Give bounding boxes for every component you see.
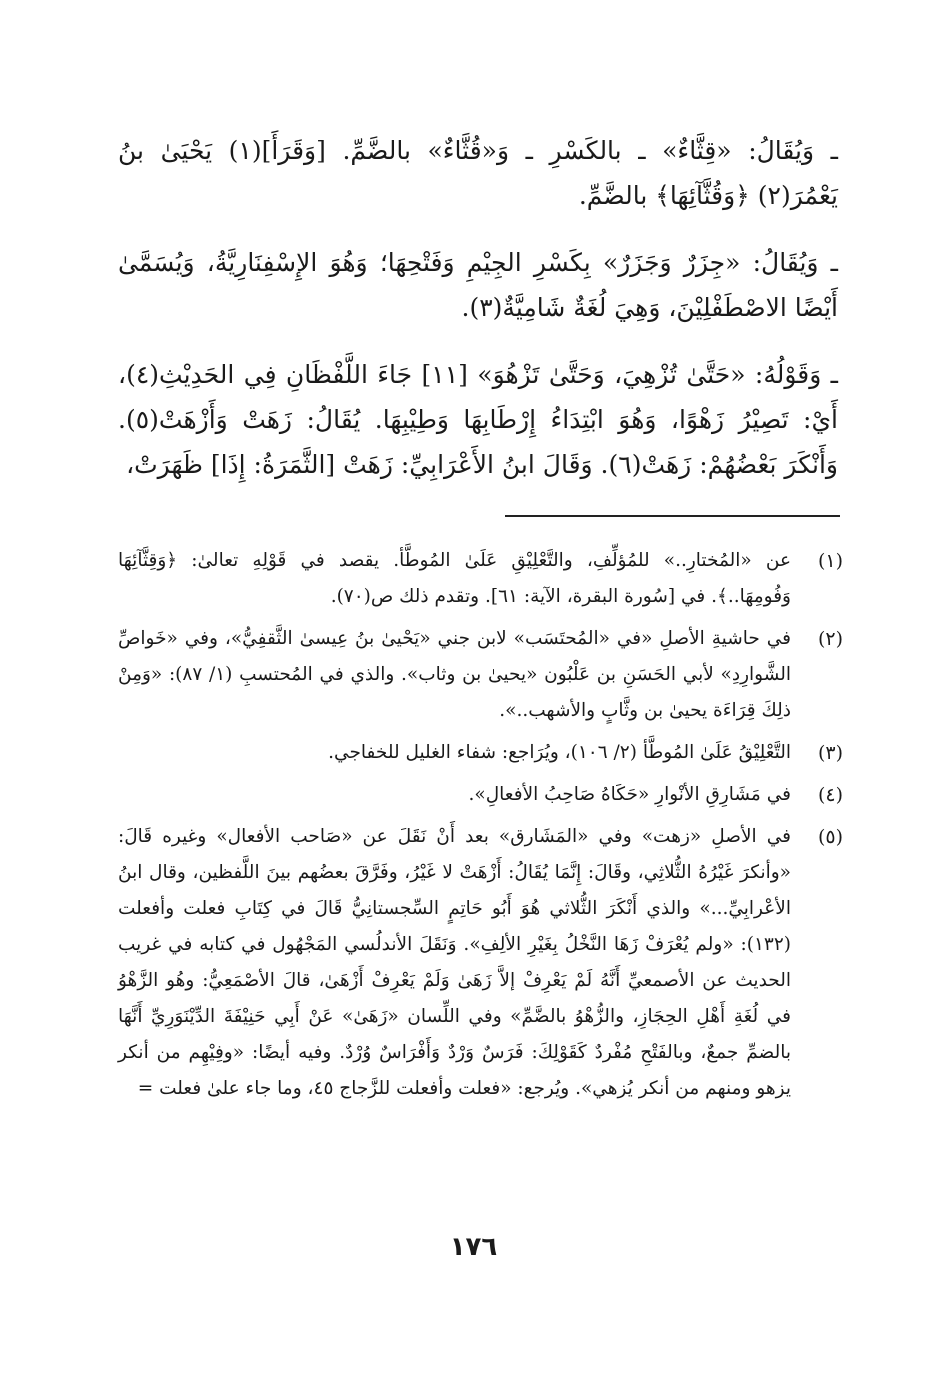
main-paragraph-3: ـ وَقَوْلُهُ: «حَتَّىٰ تُزْهِيَ، وَحَتَّىٰ تَزْهُوَ» [١١] جَاءَ اللَّفْظَانِ فِي الحَدِيْثِ(٤)، أَيْ: تَصِيْرُ زَهْوًا، وَهُوَ ابْتِدَاءُ إِرْطَابِهَا وَطِيْبِهَا. يُقَالُ: زَهَتْ وَأَزْهَتْ(٥). وَأَنْكَرَ بَعْضُهُمْ: زَهَتْ(٦). وَقَالَ ابنُ الأَعْرَابِيِّ: زَهَتْ [الثَّمَرَةُ: إِذَا] ظَهَرَتْ، xyxy=(118,360,838,479)
footnote-4 xyxy=(118,777,843,813)
footnote-text: التَّعْلِيْقُ عَلَىٰ المُوطَّأ (٢/ ١٠٦)، ويُرَاجع: شفاء الغليل للخفاجي. xyxy=(328,742,791,763)
footnote-number: (٢) xyxy=(817,628,843,650)
footnote-number: (٤) xyxy=(817,784,843,806)
main-text-block xyxy=(118,128,838,509)
footnote-2 xyxy=(118,621,843,729)
footnote-number: (٥) xyxy=(817,826,843,848)
footnote-text: عن «المُختارِ..» للمُؤلِّفِ، والتَّعْلِيْقِ عَلَىٰ المُوطَّأ. يقصد في قَوْلِهِ تعالىٰ: ﴿وَقِثَّآئِهَا وَفُومِهَا..﴾. في [سُورة البقرة، الآية: ٦١]. وتقدم ذلك ص(٧٠). xyxy=(118,550,791,607)
main-paragraph-2: ـ وَيُقَالُ: «جِزَرٌ وَجَزَرٌ» بِكَسْرِ الجِيْمِ وَفَتْحِهَا؛ وَهُوَ الإِسْفِنَارِيَّةُ، وَيُسَمَّىٰ أَيْضًا الاصْطَفْلِيْنَ، وَهِيَ لُغَةٌ شَامِيَّةٌ(٣). xyxy=(118,248,838,322)
footnote-text: في مَشَارِقِ الأنْوارِ «حَكَاهُ صَاحِبُ الأفعالِ». xyxy=(468,784,791,805)
footnotes-block xyxy=(118,543,843,1113)
footnote-text: في حاشيةِ الأصلِ «في «المُحتَسَب» لابن جني «يَحْيىٰ بنُ عِيسىٰ الثَّقفِيُّ»، وفي «خَواصِّ الشَّوارِدِ» لأبي الحَسَنِ بن عَلْبُون «يحيىٰ بن وثاب». والذي في المُحتسبِ (١/ ٨٧): «وَمِنْ ذلِكَ قِرَاءَة يحيىٰ بن وثَّابٍ والأشهب..». xyxy=(118,628,791,721)
page-number: ١٧٦ xyxy=(449,1232,498,1262)
main-paragraph-1: ـ وَيُقَالُ: «قِثَّاءٌ» ـ بالكَسْرِ ـ وَ«قُثَّاءٌ» بالضَّمِّ. [وَقَرَأَ](١) يَحْيَىٰ بنُ يَعْمُرَ(٢) ﴿وَقُثَّآئِهَا﴾ بالضَّمِّ. xyxy=(118,136,838,210)
footnote-1 xyxy=(118,543,843,615)
footnote-separator xyxy=(505,515,840,517)
footnote-number: (٣) xyxy=(817,742,843,764)
footnote-number: (١) xyxy=(817,550,843,572)
footnote-5 xyxy=(118,819,843,1107)
footnote-3 xyxy=(118,735,843,771)
footnote-text: في الأصلِ «زهت» وفي «المَشَارق» بعد أَنْ نَقَلَ عن «صَاحب الأفعال» وغيره قَالَ: «وأنكرَ غَيْرُهُ الثُّلاثِي، وقَالَ: إِنَّمَا يُقَالُ: أَزْهَتْ لا غَيْرُ، وفَرَّقَ بعضُهم بينَ اللَّفظين، وقال ابنُ الأعْرابِيِّ...» والذي أَنْكَرَ الثُّلاثي هُوَ أَبُو حَاتِمٍ السِّجستانِيُّ قَالَ في كِتَابِ فعلت وأفعلت (١٣٢): «ولم يُعْرَفْ زَهَا النَّخْلُ بِغَيْرِ الألِفِ». وَنَقَلَ الأندلُسي المَجْهُول في كتابه في غريب الحديث عن الأصمعيِّ أَنَّهُ لَمْ يَعْرِفْ إلاَّ زَهَىٰ وَلَمْ يَعْرِفْ أَزْهَىٰ، قالَ الأصْمَعِيُّ: وهُو الزَّهْوُ في لُغَةِ أَهْلِ الحِجَازِ، والزُّهْوُ بالضَّمِّ» وفي اللِّسان «زَهَىٰ» عَنْ أَبِي حَنِيْفَةَ الدِّيْنَوَرِيِّ أَنَّهَا بالضمِّ جمعٌ، وبالفَتْحِ مُفْردٌ كَقَوْلِكَ: فَرَسٌ وَرْدٌ وَأَفْرَاسٌ وُرْدٌ. وفيه أيضًا: «وفِيْهِم من أنكر يزهو ومنهم من أنكر يُزهي». ويُرجع: «فعلت وأفعلت للزَّجاج ٤٥، وما جاء علىٰ فعلت = xyxy=(118,826,791,1099)
